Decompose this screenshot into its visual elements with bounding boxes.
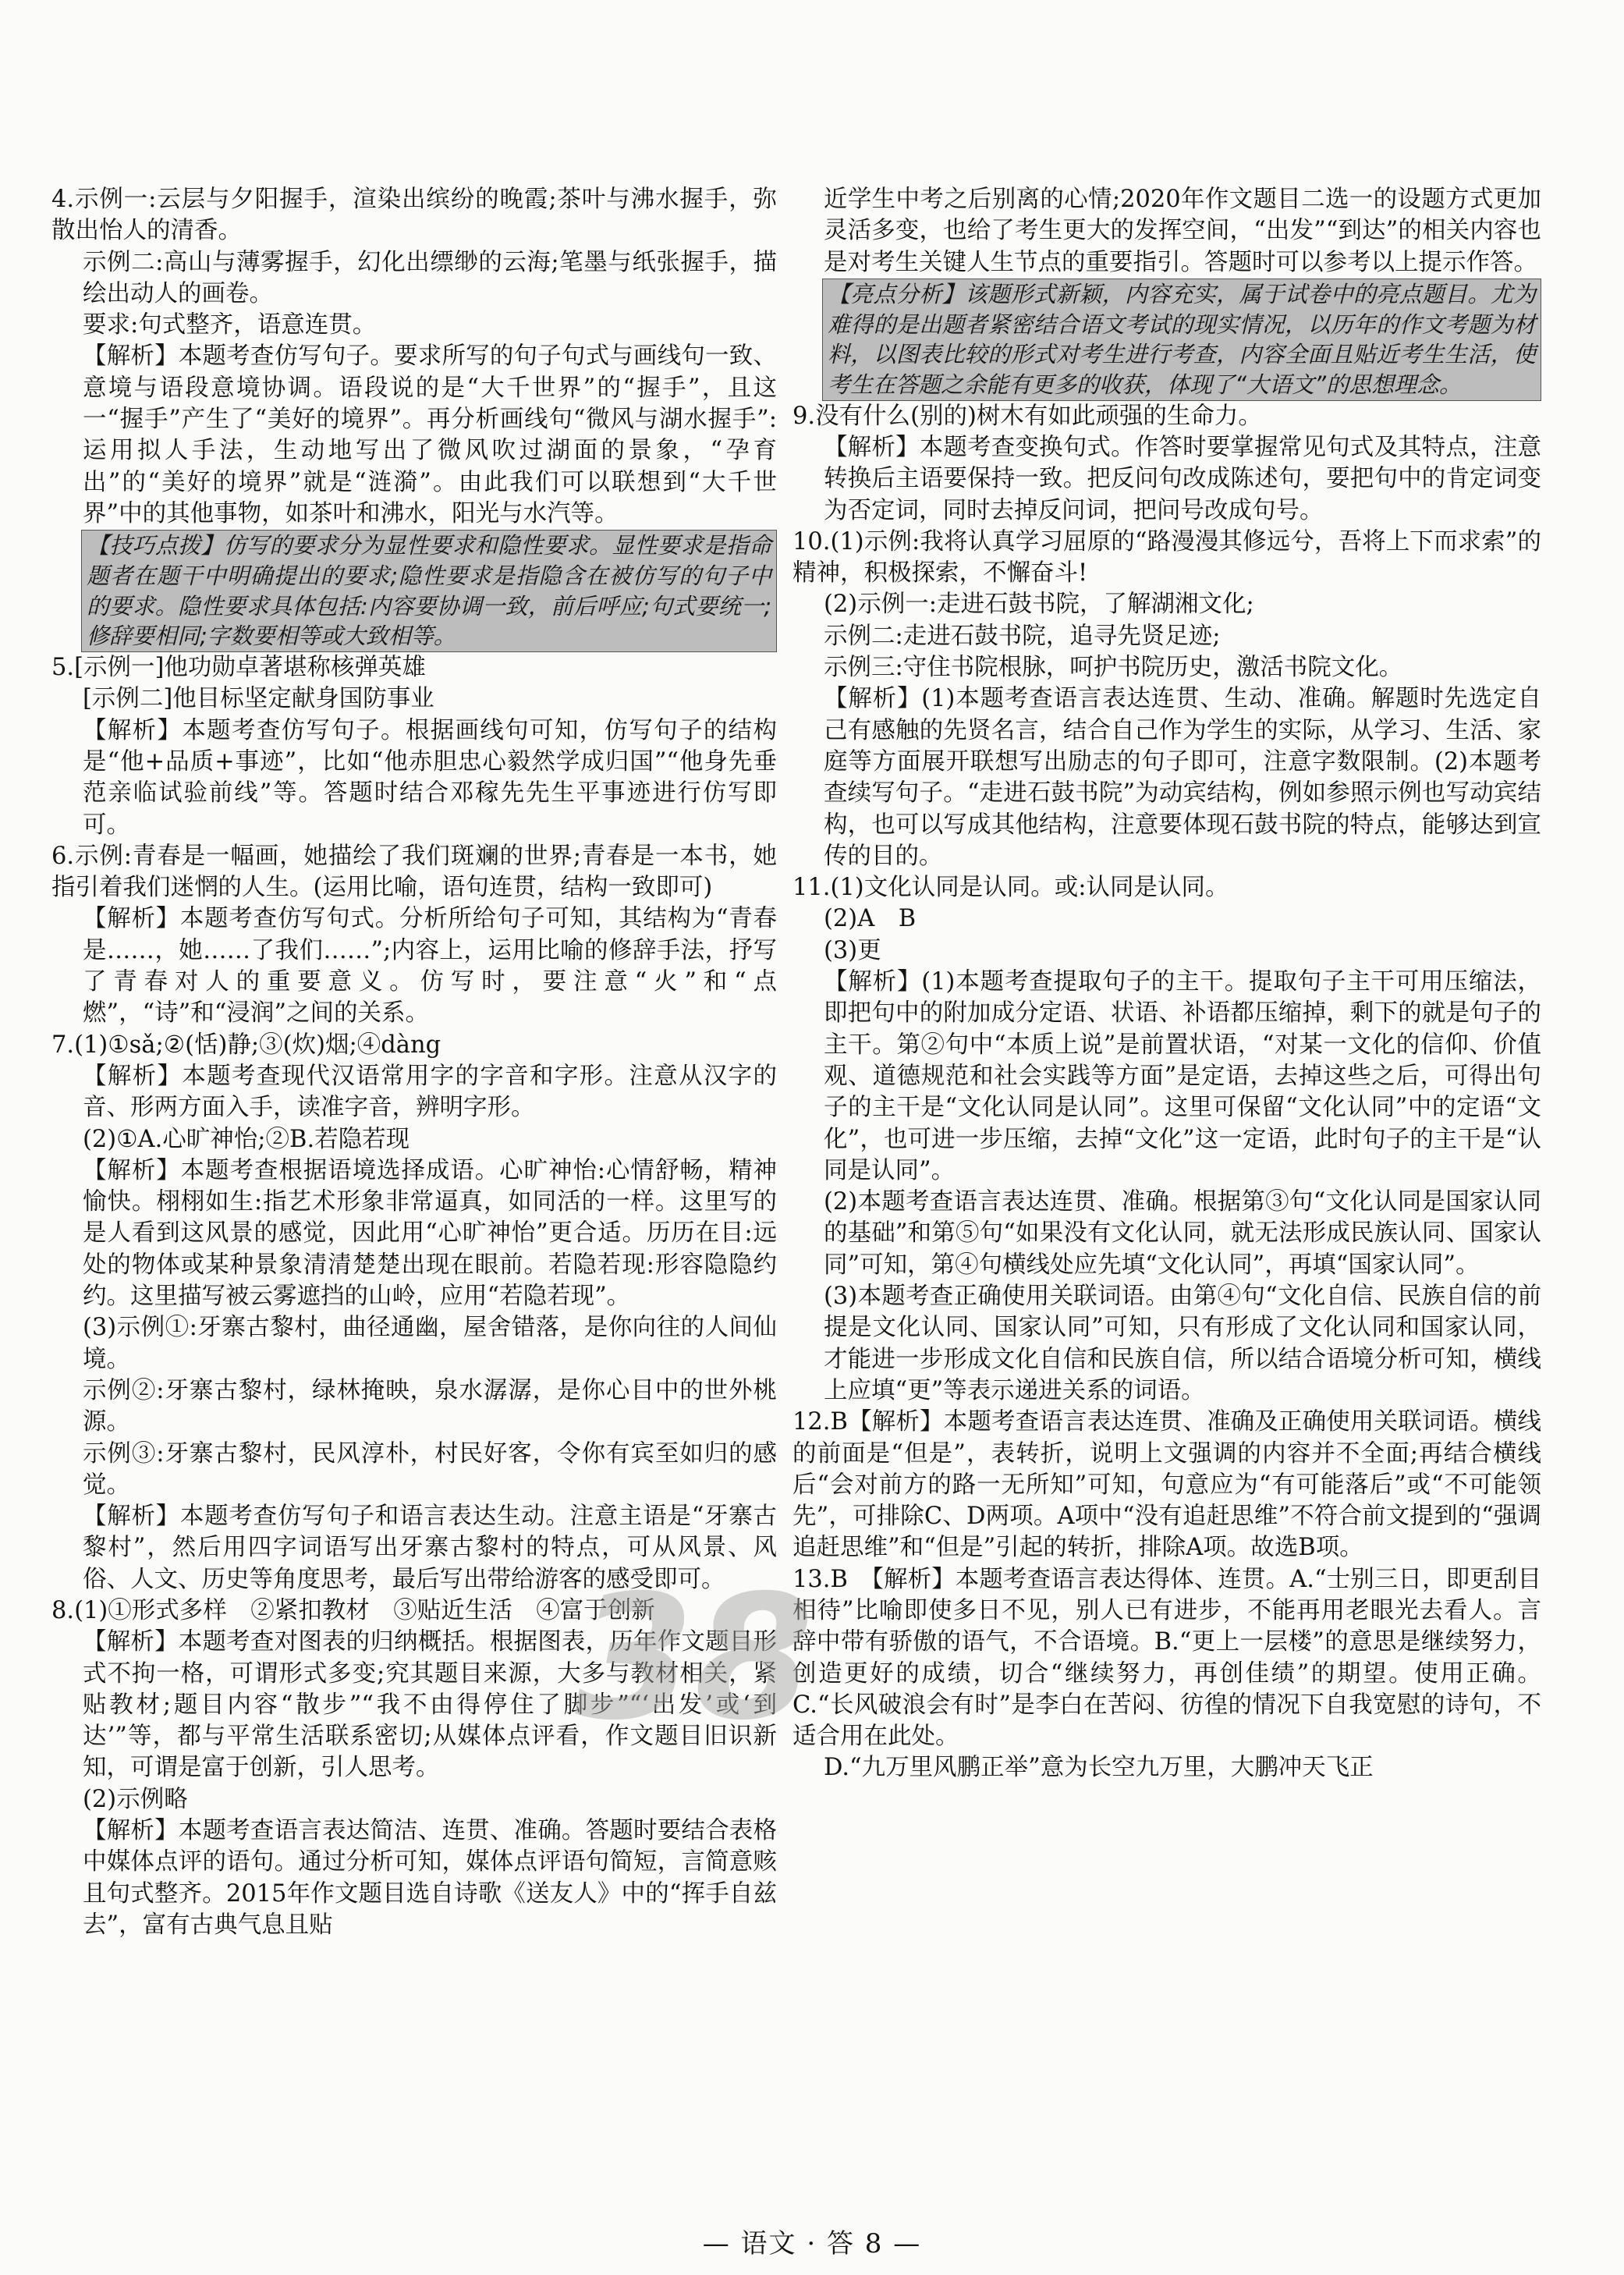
paragraph: 【解析】本题考查对图表的归纳概括。根据图表，历年作文题目形式不拘一格，可谓形式多变;究其题目来源，大多与教材相关，紧贴教材;题目内容“散步”“我不由得停住了脚步”“‘出发’或‘到达’”等，都与平常生活联系密切;从媒体点评看，作文题目旧识新知，可谓是富于创新，引人思考。 bbox=[83, 1628, 777, 1782]
paragraph: (3)示例①:牙寨古黎村，曲径通幽，屋舍错落，是你向往的人间仙境。 bbox=[83, 1314, 777, 1373]
paragraph: 【解析】(1)本题考查语言表达连贯、生动、准确。解题时先选定自己有感触的先贤名言，结合自己作为学生的实际，从学习、生活、家庭等方面展开联想写出励志的句子即可，注意字数限制。(2)本题考查续写句子。“走进石鼓书院”为动宾结构，例如参照示例也写动宾结构，也可以写成其他结构，注意要体现石鼓书院的特点，能够达到宣传的目的。 bbox=[824, 685, 1541, 870]
question-item: 6.示例:青春是一幅画，她描绘了我们斑斓的世界;青春是一本书，她指引着我们迷惘的人生。(运用比喻，语句连贯，结构一致即可) bbox=[51, 842, 777, 902]
paragraph: 示例二:走进石鼓书院，追寻先贤足迹; bbox=[824, 622, 1221, 650]
paragraph: 【解析】本题考查现代汉语常用字的字音和字形。注意从汉字的音、形两方面入手，读准字音，辨明字形。 bbox=[83, 1062, 777, 1122]
paragraph: 【解析】本题考查变换句式。作答时要掌握常见句式及其特点，注意转换后主语要保持一致。把反问句改成陈述句，要把句中的肯定词变为否定词，同时去掉反问词，把问号改成句号。 bbox=[824, 434, 1541, 524]
page-footer: — 语文 · 答 8 — bbox=[702, 2228, 922, 2259]
highlight-box: 【技巧点拨】仿写的要求分为显性要求和隐性要求。显性要求是指命题者在题干中明确提出的要求;隐性要求是指隐含在被仿写的句子中的要求。隐性要求具体包括:内容要协调一致，前后呼应;句式要统一;修辞要相同;字数要相等或大致相等。 bbox=[81, 530, 777, 652]
question-item: 5.[示例一]他功勋卓著堪称核弹英雄 bbox=[51, 654, 426, 682]
paragraph: 示例二:高山与薄雾握手，幻化出缥缈的云海;笔墨与纸张握手，描绘出动人的画卷。 bbox=[83, 248, 777, 307]
paragraph: D.“九万里风鹏正举”意为长空九万里，大鹏冲天飞正 bbox=[824, 1754, 1374, 1782]
paragraph: (3)本题考查正确使用关联词语。由第④句“文化自信、民族自信的前提是文化认同、国家认同”可知，只有形成了文化认同和国家认同，才能进一步形成文化自信和民族自信，所以结合语境分析可知，横线上应填“更”等表示递进关系的词语。 bbox=[824, 1283, 1541, 1404]
left-column bbox=[51, 184, 777, 1941]
question-item: 11.(1)文化认同是认同。或:认同是认同。 bbox=[792, 874, 1229, 902]
question-item: 9.没有什么(别的)树木有如此顽强的生命力。 bbox=[792, 402, 1262, 430]
paragraph: 【解析】本题考查语言表达简洁、连贯、准确。答题时要结合表格中媒体点评的语句。通过分析可知，媒体点评语句简短，言简意赅且句式整齐。2015年作文题目选自诗歌《送友人》中的“挥手自兹去”，富有古典气息且贴 bbox=[83, 1817, 777, 1939]
paragraph: 【解析】本题考查仿写句子和语言表达生动。注意主语是“牙寨古黎村”，然后用四字词语写出牙寨古黎村的特点，可从风景、风俗、人文、历史等角度思考，最后写出带给游客的感受即可。 bbox=[83, 1503, 777, 1593]
question-item: 7.(1)①sǎ;②(恬)静;③(炊)烟;④dàng bbox=[51, 1031, 441, 1059]
paragraph: (2)示例一:走进石鼓书院，了解湖湘文化; bbox=[824, 591, 1254, 619]
paragraph: 【解析】(1)本题考查提取句子的主干。提取句子主干可用压缩法，即把句中的附加成分定语、状语、补语都压缩掉，剩下的就是句子的主干。第②句中“本质上说”是前置状语，“对某一文化的信仰、价值观、道德规范和社会实践等方面”是定语，去掉这些之后，可得出句子的主干是“文化认同是认同”。这里可保留“文化认同”中的定语“文化”，也可进一步压缩，去掉“文化”这一定语，此时句子的主干是“认同是认同”。 bbox=[824, 968, 1541, 1184]
paragraph: (3)更 bbox=[824, 936, 881, 964]
question-item: 10.(1)示例:我将认真学习屈原的“路漫漫其修远兮，吾将上下而求索”的精神，积极探索，不懈奋斗! bbox=[792, 527, 1541, 587]
question-item: 12.B【解析】本题考查语言表达连贯、准确及正确使用关联词语。横线的前面是“但是”，表转折，说明上文强调的内容并不全面;再结合横线后“会对前方的路一无所知”可知，句意应为“有可能落后”或“不可能领先”，可排除C、D两项。A项中“没有追赶思维”不符合前文提到的“强调追赶思维”和“但是”引起的转折，排除A项。故选B项。 bbox=[792, 1408, 1541, 1562]
right-column bbox=[792, 184, 1541, 1784]
question-item: 13.B 【解析】本题考查语言表达得体、连贯。A.“士别三日，即更刮目相待”比喻即使多日不见，别人已有进步，不能再用老眼光去看人。言辞中带有骄傲的语气，不合语境。B.“更上一层楼”的意思是继续努力，创造更好的成绩，切合“继续努力，再创佳绩”的期望。使用正确。C.“长风破浪会有时”是李白在苦闷、彷徨的情况下自我宽慰的诗句，不适合用在此处。 bbox=[792, 1565, 1541, 1751]
paragraph: (2)①A.心旷神怡;②B.若隐若现 bbox=[83, 1125, 410, 1153]
paragraph: 【解析】本题考查仿写句式。分析所给句子可知，其结构为“青春是……，她……了我们……”;内容上，运用比喻的修辞手法，抒写了青春对人的重要意义。仿写时，要注意“火”和“点燃”，“诗”和“浸润”之间的关系。 bbox=[83, 905, 777, 1027]
paragraph: 【解析】本题考查根据语境选择成语。心旷神怡:心情舒畅，精神愉快。栩栩如生:指艺术形象非常逼真，如同活的一样。这里写的是人看到这风景的感觉，因此用“心旷神怡”更合适。历历在目:远处的物体或某种景象清清楚楚出现在眼前。若隐若现:形容隐隐约约。这里描写被云雾遮挡的山岭，应用“若隐若现”。 bbox=[83, 1156, 777, 1311]
watermark-logo: 38 bbox=[574, 1558, 814, 1758]
paragraph: 示例②:牙寨古黎村，绿林掩映，泉水潺潺，是你心目中的世外桃源。 bbox=[83, 1376, 777, 1436]
paragraph: 【解析】本题考查仿写句子。根据画线句可知，仿写句子的结构是“他+品质+事迹”，比如“他赤胆忠心毅然学成归国”“他身先垂范亲临试验前线”等。答题时结合邓稼先先生平事迹进行仿写即可。 bbox=[83, 716, 777, 839]
paragraph: [示例二]他目标坚定献身国防事业 bbox=[83, 685, 434, 713]
paragraph: 示例三:守住书院根脉，呵护书院历史，激活书院文化。 bbox=[824, 654, 1403, 682]
paragraph: (2)A B bbox=[824, 905, 917, 933]
paragraph: (2)本题考查语言表达连贯、准确。根据第③句“文化认同是国家认同的基础”和第⑤句“如果没有文化认同，就无法形成民族认同、国家认同”可知，第④句横线处应先填“文化认同”，再填“国家认同”。 bbox=[824, 1188, 1541, 1279]
paragraph: 示例③:牙寨古黎村，民风淳朴，村民好客，令你有宾至如归的感觉。 bbox=[83, 1439, 777, 1499]
question-item: 4.示例一:云层与夕阳握手，渲染出缤纷的晚霞;茶叶与沸水握手，弥散出怡人的清香。 bbox=[51, 186, 777, 245]
highlight-box: 【亮点分析】该题形式新颖，内容充实，属于试卷中的亮点题目。尤为难得的是出题者紧密结合语文考试的现实情况，以历年的作文考题为材料，以图表比较的形式对考生进行考查，内容全面且贴近考生生活，使考生在答题之余能有更多的收获，体现了“大语文”的思想理念。 bbox=[822, 279, 1541, 401]
question-item: 8.(1)①形式多样 ②紧扣教材 ③贴近生活 ④富于创新 bbox=[51, 1596, 655, 1624]
paragraph: 近学生中考之后别离的心情;2020年作文题目二选一的设题方式更加灵活多变，也给了考生更大的发挥空间，“出发”“到达”的相关内容也是对考生关键人生节点的重要指引。答题时可以参考以上提示作答。 bbox=[824, 186, 1541, 276]
paragraph: 要求:句式整齐，语意连贯。 bbox=[83, 311, 377, 339]
paragraph: (2)示例略 bbox=[83, 1785, 188, 1813]
paragraph: 【解析】本题考查仿写句子。要求所写的句子句式与画线句一致、意境与语段意境协调。语段说的是“大千世界”的“握手”，且这一“握手”产生了“美好的境界”。再分析画线句“微风与湖水握手”:运用拟人手法，生动地写出了微风吹过湖面的景象，“孕育出”的“美好的境界”就是“涟漪”。由此我们可以联想到“大千世界”中的其他事物，如茶叶和沸水，阳光与水汽等。 bbox=[83, 342, 777, 527]
